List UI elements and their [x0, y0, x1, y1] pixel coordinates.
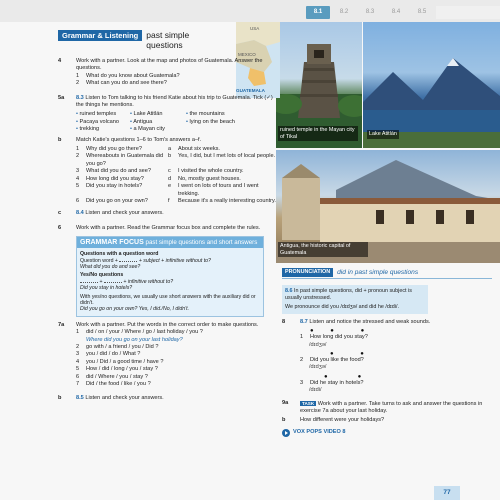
- grammar-focus-header: [77, 237, 263, 248]
- word-order-item: did / on / your / Where / go / last holiday / you ?: [86, 329, 203, 336]
- list-item: • ruined temples: [76, 111, 130, 118]
- grammar-focus-label: GRAMMAR FOCUS: [80, 239, 144, 247]
- atitlan-caption: Lake Atitlán: [369, 131, 397, 137]
- map-label-usa: USA: [250, 26, 260, 31]
- exercise-9a: [282, 400, 492, 416]
- exercise-number: 8: [282, 318, 286, 325]
- exercise-instruction: Listen to Tom talking to his friend Katie about his trip to Guatemala. Tick (✓) the things he mentions.: [76, 94, 273, 109]
- list-item: • Pacaya volcano: [76, 119, 130, 126]
- audio-track[interactable]: 8.7: [300, 318, 308, 325]
- nav-tab-8-2[interactable]: 8.2: [339, 9, 349, 15]
- exercise-instruction: Listen and check your answers.: [85, 210, 164, 217]
- unit-nav: [306, 6, 500, 19]
- word-order-item: you / did / do / What ?: [86, 351, 141, 358]
- word-order-item: go with / a friend / you / Did ?: [86, 344, 159, 350]
- stress-question: How long did you stay?: [310, 334, 368, 341]
- exercise-number: 6: [58, 224, 62, 231]
- match-answer: Because it's a really interesting country.: [178, 197, 276, 204]
- exercise-5b: [58, 137, 278, 144]
- pronunciation-example: We pronounce did you /dɪdʒə/ and did he /dɪdi/.: [285, 304, 399, 310]
- list-item: • Antigua: [130, 119, 186, 126]
- exercise-number: b: [282, 417, 286, 424]
- tikal-caption: ruined temple in the Mayan city of Tikal: [278, 126, 358, 141]
- nav-filler: [436, 6, 500, 19]
- section-badge: Grammar & Listening: [58, 30, 142, 41]
- play-icon: [282, 429, 290, 437]
- word-order-item: you / Did / a good time / have ?: [86, 358, 164, 365]
- exercise-5c: [58, 210, 278, 217]
- section-header: [58, 30, 278, 50]
- rule-example: What did you do and see?: [80, 263, 141, 270]
- exercise-instruction: Work with a partner. Take turns to ask and answer the questions in exercise 7a about your last holiday.: [300, 400, 483, 415]
- stress-dots: ● ● ●: [310, 328, 365, 335]
- exercise-instruction: Work with a partner. Read the Grammar focus box and complete the rules.: [76, 224, 261, 231]
- blank-field[interactable]: [119, 258, 137, 262]
- map-label-mexico: MEXICO: [238, 52, 256, 57]
- topic-list: [76, 111, 278, 133]
- vox-pops-video-link[interactable]: [282, 429, 492, 437]
- antigua-caption: Antigua, the historic capital of Guatemala: [278, 242, 368, 257]
- rule-text: + subject + infinitive without to?: [138, 257, 211, 264]
- question: What can you do and see there?: [86, 80, 167, 87]
- exercise-7b: [58, 395, 278, 402]
- task-badge: TASK: [302, 400, 315, 406]
- match-question: Did you go on your own?: [86, 197, 148, 204]
- exercise-instruction: Work with a partner. Put the words in the correct order to make questions.: [76, 321, 259, 328]
- map-label-guatemala: GUATEMALA: [236, 88, 266, 93]
- rule-heading: Questions with a question word: [80, 251, 159, 258]
- pronunciation-title: did in past simple questions: [337, 269, 419, 276]
- pronunciation-badge: PRONUNCIATION: [282, 268, 333, 277]
- list-item: • lying on the beach: [186, 119, 248, 126]
- exercise-8: [282, 319, 492, 326]
- handwritten-answer: Where did you go on your last holiday?: [86, 336, 183, 343]
- phonetic: /dɪdʒə/: [309, 341, 327, 348]
- rule-text: Question word +: [80, 257, 118, 264]
- nav-tab-8-4[interactable]: 8.4: [391, 9, 401, 15]
- exercise-number: 5a: [58, 94, 65, 101]
- audio-track[interactable]: 8.6: [285, 288, 293, 295]
- exercise-4: 4 Work with a partner. Look at the map and photos of Guatemala. Answer the questions. 1 What do you know about Guatemala? 2 What can you do and see there?: [58, 58, 278, 88]
- word-order-item: Did / the food / like / you ?: [86, 381, 151, 388]
- exercise-number: b: [58, 136, 62, 143]
- stress-items: ● ● ● 1 How long did you stay? /dɪdʒə/ ● ● 2 Did you like the food? /dɪdʒə/ ● ● 3 Did he stay in hotels? /dɪdi/: [300, 328, 492, 394]
- matching-grid: 1 Why did you go there? a About six weeks. 2 Whereabouts in Guatemala did you go? b Yes, I did, but I met lots of local people. 3 What did you do and see? c I visited the whole country. 4 How long did you stay? d No, mostly guest houses. 5 Did you stay in hotels? e I went on lots of tours and I went trekking. 6 Did you go on your own? f Because it's a really interesting country.: [76, 146, 276, 204]
- nav-tab-8-3[interactable]: 8.3: [365, 9, 375, 15]
- exercise-number: b: [58, 395, 62, 402]
- match-question: What did you do and see?: [86, 168, 151, 175]
- list-item: • the mountains: [186, 111, 248, 118]
- blank-field[interactable]: [104, 279, 122, 283]
- list-item: • a Mayan city: [130, 126, 186, 133]
- nav-tab-8-1[interactable]: 8.1: [306, 6, 330, 19]
- exercise-instruction: Listen and check your answers.: [85, 395, 164, 402]
- stress-dots: ● ●: [330, 351, 364, 358]
- match-question: How long did you stay?: [86, 175, 144, 182]
- stress-question: Did he stay in hotels?: [310, 379, 364, 386]
- match-question: Whereabouts in Guatemala did you go?: [86, 153, 164, 167]
- section-title: past simple questions: [146, 30, 190, 50]
- rule-example: Did you stay in hotels?: [80, 285, 133, 292]
- question: What do you know about Guatemala?: [86, 72, 180, 79]
- stress-question: Did you like the food?: [310, 357, 364, 364]
- match-question: Did you stay in hotels?: [86, 183, 143, 190]
- rule-heading: Yes/No questions: [80, 272, 124, 279]
- exercise-9b: [282, 417, 492, 424]
- exercise-6: [58, 225, 278, 232]
- grammar-focus-title: past simple questions and short answers: [145, 239, 258, 247]
- rule-note: With yes/no questions, we usually use short answers with the auxiliary did or didn't.: [80, 293, 256, 306]
- nav-tab-8-5[interactable]: 8.5: [417, 9, 427, 15]
- left-column: [58, 30, 278, 405]
- right-column: [282, 268, 492, 437]
- pronunciation-box: [282, 285, 428, 313]
- audio-track[interactable]: 8.4: [76, 210, 84, 217]
- phonetic: /dɪdʒə/: [309, 364, 327, 371]
- match-answer: Yes, I did, but I met lots of local people.: [178, 153, 276, 160]
- match-question: Why did you go there?: [86, 146, 142, 153]
- match-answer: I went on lots of tours and I went trekking.: [178, 183, 259, 197]
- tikal-photo: [276, 22, 362, 148]
- pronunciation-rule: In past simple questions, did + pronoun subject is usually unstressed.: [285, 288, 412, 302]
- match-answer: I visited the whole country.: [178, 168, 244, 175]
- antigua-photo: [276, 150, 500, 263]
- word-order-item: did / Where / you / stay ?: [86, 373, 148, 380]
- exercise-instruction: Listen and notice the stressed and weak sounds.: [309, 318, 431, 325]
- atitlan-photo: [363, 22, 500, 148]
- exercise-7a: 7a Work with a partner. Put the words in the correct order to make questions. 1 did / on / your / Where / go / last holiday / you ? Where did you go on your last holiday? 2 go with / a friend / you / Did ? 3 you / did / do / What ? 4 you / Did / a good time / have ? 5 How / did / long / you / stay ? 6 did / Where / you / stay ? 7 Did / the food / like / you ?: [58, 322, 278, 389]
- word-order-item: How / did / long / you / stay ?: [86, 366, 158, 373]
- exercise-number: 9a: [282, 399, 289, 406]
- page-number: 77: [434, 486, 460, 500]
- list-item: • trekking: [76, 126, 130, 133]
- exercise-instruction: Work with a partner. Look at the map and photos of Guatemala. Answer the questions.: [76, 58, 263, 72]
- exercise-5a: [58, 95, 278, 110]
- match-answer: About six weeks.: [178, 146, 220, 153]
- exercise-instruction: How different were your holidays?: [300, 417, 385, 424]
- rule-text: + infinitive without to?: [123, 278, 174, 285]
- match-answer: No, mostly guest houses.: [178, 175, 241, 182]
- grammar-focus-box: [76, 236, 264, 317]
- vox-pops-label: VOX POPS VIDEO 8: [293, 429, 346, 436]
- audio-track[interactable]: 8.5: [76, 395, 84, 402]
- rule-example: Did you go on your own? Yes, I did./No, I didn't.: [80, 306, 190, 313]
- audio-track[interactable]: 8.3: [76, 94, 84, 101]
- exercise-number: 4: [58, 58, 62, 64]
- exercise-instruction: Match Katie's questions 1–6 to Tom's answers a–f.: [76, 136, 202, 143]
- exercise-number: 7a: [58, 321, 65, 328]
- exercise-number: c: [58, 210, 62, 217]
- pronunciation-header: [282, 268, 492, 279]
- list-item: • Lake Atitlán: [130, 111, 186, 118]
- phonetic: /dɪdi/: [309, 387, 322, 394]
- grammar-focus-body: Questions with a question word Question word + + subject + infinitive without to? What did you do and see? Yes/No questions + + infinitive without to? Did you stay in hotels? With yes/no questions, we usually use short answers with the auxiliary did or didn't. Did you go on your own? Yes, I did./No, I didn't.: [77, 248, 263, 316]
- stress-dots: ● ●: [324, 373, 362, 380]
- blank-field[interactable]: [80, 279, 98, 283]
